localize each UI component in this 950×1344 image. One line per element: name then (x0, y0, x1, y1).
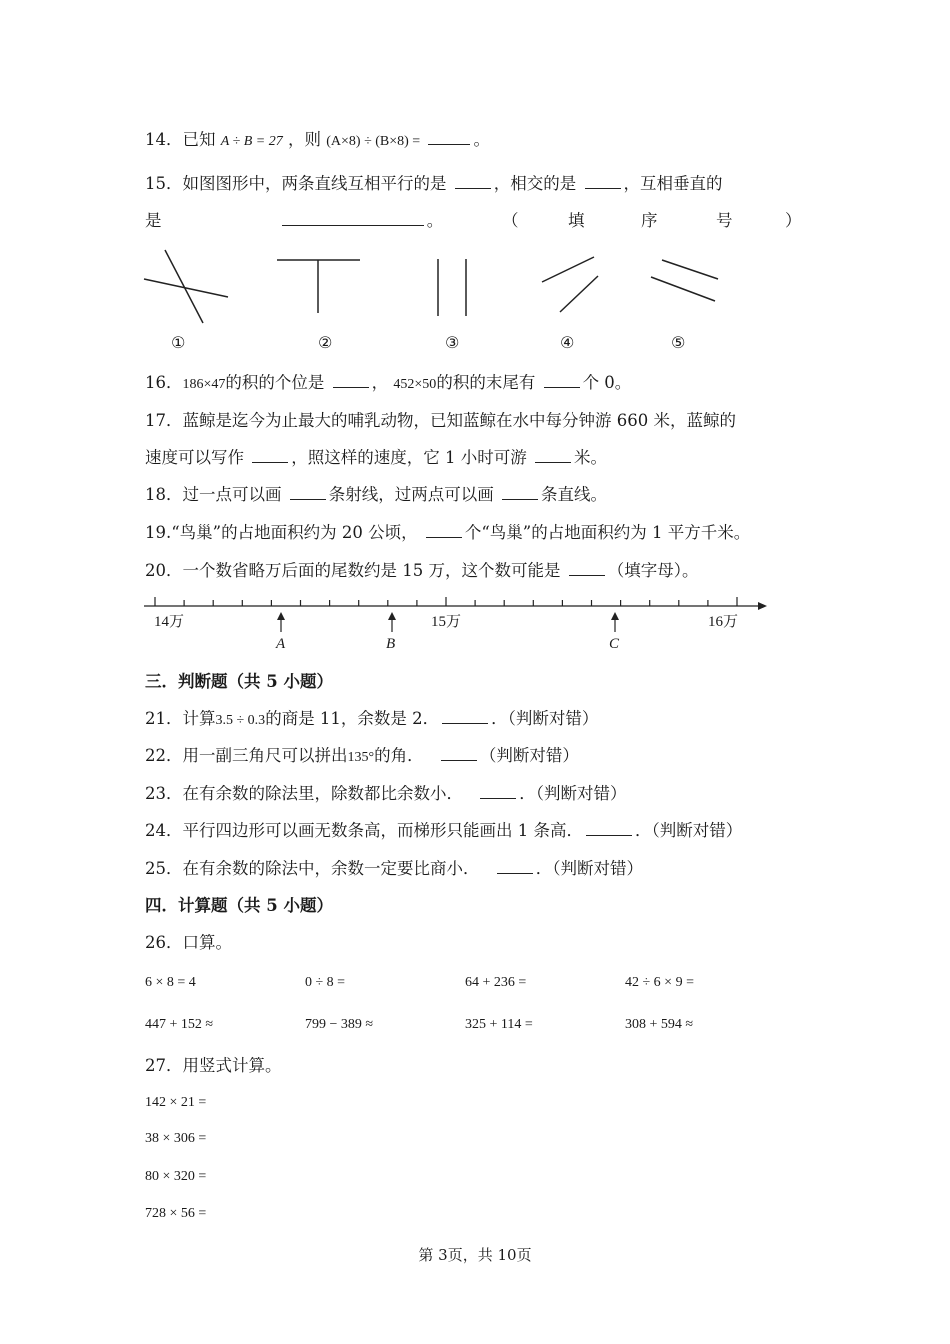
figure-5-line-a (662, 260, 718, 279)
calc-item: 64 + 236 = (465, 975, 527, 990)
question-26-title: 26．口算。 (145, 933, 232, 952)
answer-blank[interactable] (497, 859, 533, 874)
vertical-calc-item: 142 × 21 = (145, 1095, 207, 1110)
calc-item: 447 + 152 ≈ (145, 1017, 214, 1032)
answer-blank[interactable] (544, 373, 580, 388)
figure-label-2: ② (318, 333, 333, 352)
calc-item: 308 + 594 ≈ (625, 1017, 694, 1032)
question-23: 23．在有余数的除法里，除数都比余数小． ．（判断对错） (145, 784, 627, 803)
question-21: 21．计算3.5 ÷ 0.3的商是 11，余数是 2． ．（判断对错） (145, 709, 599, 728)
page-footer: 第 3页，共 10页 (418, 1246, 532, 1264)
question-20: 20．一个数省略万后面的尾数约是 15 万，这个数可能是 （填字母）。 (145, 561, 699, 580)
figure-4-line-a (542, 257, 594, 282)
answer-blank[interactable] (252, 448, 288, 463)
vertical-calc-item: 728 × 56 = (145, 1206, 207, 1221)
number-line-ticks (155, 597, 737, 606)
figure-label-5: ⑤ (671, 333, 686, 352)
figure-1-line-a (165, 250, 203, 323)
calc-item: 6 × 8 = 4 (145, 975, 196, 990)
question-25: 25．在有余数的除法中，余数一定要比商小． ．（判断对错） (145, 859, 643, 878)
figure-5-line-b (651, 277, 715, 301)
question-17-line-1: 17．蓝鲸是迄今为止最大的哺乳动物，已知蓝鲸在水中每分钟游 660 米，蓝鲸的 (145, 411, 736, 430)
answer-blank[interactable] (290, 485, 326, 500)
answer-blank[interactable] (586, 821, 632, 836)
letter-a: A (276, 636, 286, 652)
answer-blank[interactable] (569, 561, 605, 576)
calc-item: 0 ÷ 8 = (305, 975, 346, 990)
letter-c: C (609, 636, 620, 652)
figure-label-3: ③ (445, 333, 460, 352)
question-27-title: 27．用竖式计算。 (145, 1056, 282, 1075)
vertical-calc-item: 38 × 306 = (145, 1131, 207, 1146)
answer-blank[interactable] (480, 784, 516, 799)
question-18: 18．过一点可以画 条射线，过两点可以画 条直线。 (145, 485, 607, 504)
question-14: 14．已知 A ÷ B = 27 ，则 (A×8) ÷ (B×8) = 。 (145, 130, 490, 149)
tick-label-15: 15万 (431, 614, 462, 630)
figure-label-4: ④ (560, 333, 575, 352)
q14-math-2: (A×8) ÷ (B×8) = (326, 134, 421, 149)
question-19: 19.“鸟巢”的占地面积约为 20 公顷， 个“鸟巢”的占地面积约为 1 平方千米。 (145, 523, 751, 542)
letter-b: B (386, 636, 396, 652)
answer-blank[interactable] (535, 448, 571, 463)
question-24: 24．平行四边形可以画无数条高，而梯形只能画出 1 条高． ．（判断对错） (145, 821, 743, 840)
question-22: 22．用一副三角尺可以拼出135°的角． （判断对错） (145, 746, 579, 765)
figure-1-line-b (144, 279, 228, 297)
vertical-calc-item: 80 × 320 = (145, 1169, 207, 1184)
question-15-line-1: 15．如图图形中，两条直线互相平行的是 ，相交的是 ，互相垂直的 (145, 174, 723, 193)
number-line-arrow (758, 602, 767, 610)
q14-math-1: A ÷ B = 27 (220, 134, 283, 149)
figure-label-1: ① (171, 333, 186, 352)
section-3-heading: 三．判断题（共 5 小题） (145, 672, 333, 691)
answer-blank[interactable] (502, 485, 538, 500)
question-15-line-2: 是 。 （ 填 序 号 ） (145, 211, 802, 230)
question-16: 16．186×47的积的个位是 ， 452×50的积的末尾有 个 0。 (145, 373, 632, 392)
question-17-line-2: 速度可以写作 ，照这样的速度，它 1 小时可游 米。 (145, 448, 607, 467)
figure-4-line-b (560, 276, 598, 312)
tick-label-16: 16万 (708, 614, 739, 630)
calc-item: 325 + 114 = (465, 1017, 533, 1032)
tick-label-14: 14万 (154, 614, 185, 630)
calc-item: 42 ÷ 6 × 9 = (625, 975, 694, 990)
calc-item: 799 − 389 ≈ (305, 1017, 374, 1032)
section-4-heading: 四．计算题（共 5 小题） (145, 896, 333, 915)
answer-blank[interactable] (442, 709, 488, 724)
answer-blank[interactable] (426, 523, 462, 538)
answer-blank[interactable] (441, 746, 477, 761)
answer-blank[interactable] (333, 373, 369, 388)
